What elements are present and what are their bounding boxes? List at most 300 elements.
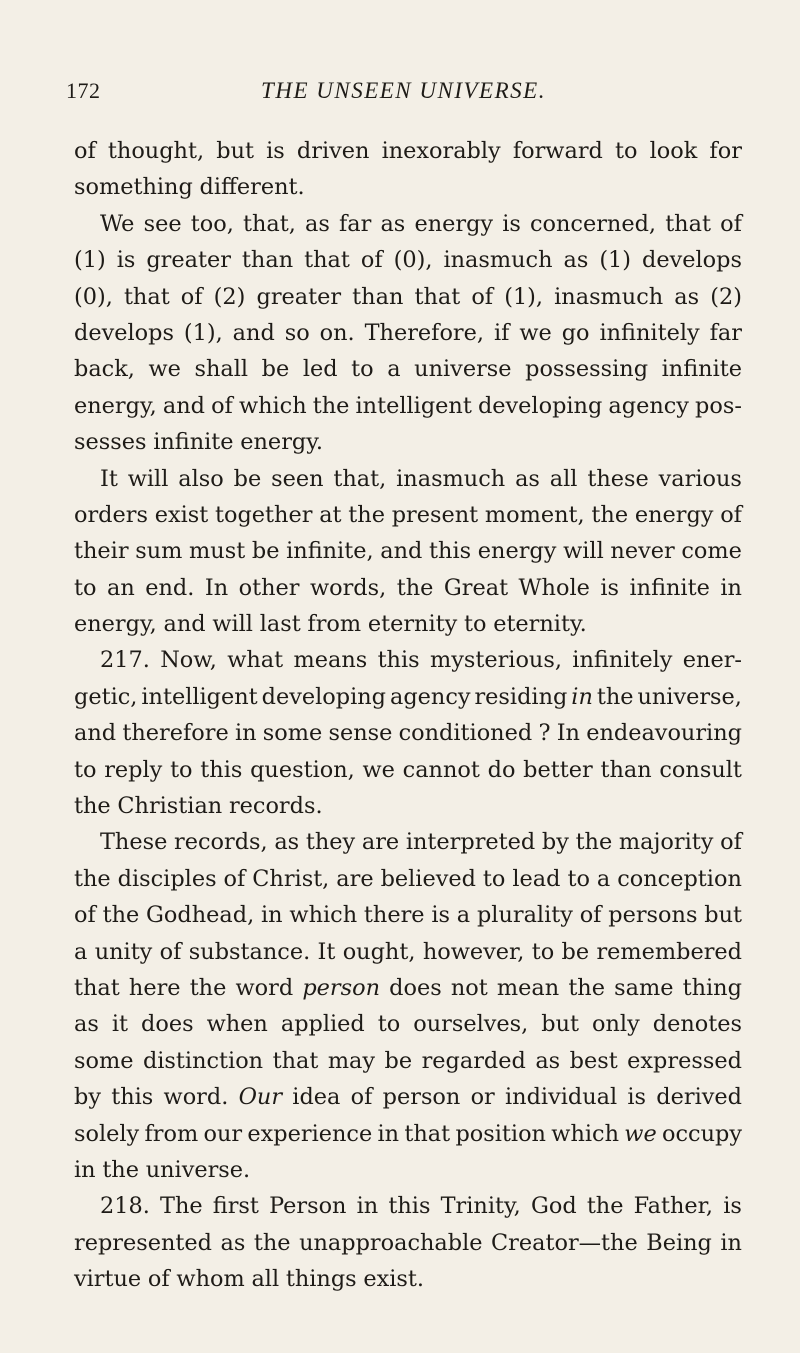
word: energy. — [240, 429, 324, 456]
word: 218. — [100, 1193, 150, 1220]
word: is — [266, 138, 285, 164]
word: infinite, — [286, 538, 374, 565]
word: if — [493, 319, 510, 346]
word: unity — [94, 938, 153, 965]
word: (1) — [599, 247, 632, 274]
word: by — [541, 829, 569, 856]
word: together — [215, 501, 313, 528]
word: as — [274, 829, 300, 856]
word: energy — [477, 538, 557, 565]
word: universe, — [637, 683, 742, 710]
word: a — [456, 902, 471, 929]
word: these — [587, 465, 649, 492]
text-line — [74, 1266, 742, 1302]
word: residing — [474, 683, 568, 710]
word: as — [74, 1011, 99, 1038]
word: all — [549, 465, 578, 492]
word: records. — [228, 793, 323, 820]
word: in — [720, 1229, 742, 1256]
word: inexorably — [381, 138, 501, 164]
word: we — [148, 356, 181, 383]
word: come — [681, 538, 742, 565]
word: that — [74, 974, 120, 1001]
text-line — [74, 356, 742, 392]
word: they — [305, 829, 356, 856]
running-title: THE UNSEEN UNIVERSE. — [261, 78, 546, 103]
word: first — [212, 1193, 259, 1220]
word: of — [159, 938, 182, 965]
word: from — [307, 611, 362, 638]
word: sense — [328, 720, 393, 747]
text-line — [74, 1230, 742, 1266]
word: universe. — [145, 1156, 251, 1183]
word: too, — [190, 210, 234, 237]
word: the — [189, 974, 227, 1001]
word: is — [627, 1084, 647, 1111]
word: our — [203, 1120, 243, 1147]
word: are — [336, 865, 374, 892]
word: as — [563, 247, 589, 274]
word: inasmuch — [554, 283, 664, 310]
word: and — [380, 538, 423, 565]
word: disciples — [117, 865, 217, 892]
word: Therefore, — [364, 319, 485, 346]
word: moment, — [484, 501, 585, 528]
word: may — [327, 1047, 376, 1074]
word: is — [431, 902, 450, 929]
word: sesses — [74, 429, 147, 456]
word: last — [259, 611, 301, 638]
word: that, — [333, 465, 387, 492]
word: what — [227, 647, 284, 674]
text-line — [74, 1193, 742, 1229]
word: Whole — [518, 574, 590, 601]
word: as — [380, 210, 406, 237]
word: shall — [194, 356, 249, 383]
word: the — [591, 501, 629, 528]
word: things — [285, 1266, 357, 1293]
word: far — [709, 319, 742, 346]
word: the — [575, 829, 613, 856]
word: the — [102, 902, 140, 929]
word: not — [450, 974, 488, 1001]
word: therefore — [122, 720, 229, 747]
word: ought, — [342, 938, 416, 965]
word: inasmuch — [443, 247, 553, 274]
word: of — [720, 210, 742, 237]
word: denotes — [652, 1011, 742, 1038]
word: in — [74, 1156, 96, 1183]
word: developing — [261, 683, 387, 710]
word: and — [74, 720, 117, 747]
word: ? — [538, 720, 551, 747]
word: of — [471, 283, 494, 310]
word: however, — [422, 938, 525, 965]
word: mean — [496, 974, 560, 1001]
word: agency — [389, 683, 471, 710]
word: represented — [74, 1229, 212, 1256]
word: of — [147, 1266, 170, 1293]
word: of — [720, 501, 742, 528]
word: this — [388, 1193, 431, 1220]
word: as — [535, 1047, 561, 1074]
word: distinction — [142, 1047, 264, 1074]
word: it — [111, 1011, 129, 1038]
word: thought, — [107, 138, 205, 164]
word: The — [160, 1193, 203, 1220]
word: In — [556, 720, 580, 747]
text-line — [74, 866, 742, 902]
text-line — [74, 720, 742, 756]
word: energy — [414, 210, 494, 237]
word: an — [106, 574, 135, 601]
word: at — [319, 501, 342, 528]
word: driven — [296, 138, 370, 164]
word: will — [127, 465, 169, 492]
word: person — [302, 974, 381, 1001]
word: inasmuch — [396, 465, 506, 492]
word: energy, — [74, 392, 157, 419]
word: consult — [659, 756, 742, 783]
word: to — [170, 756, 193, 783]
word: the — [568, 974, 605, 1001]
word: that — [272, 1047, 319, 1074]
text-line — [74, 211, 742, 247]
word: a — [387, 356, 401, 383]
page-number: 172 — [66, 78, 101, 103]
word: to — [531, 938, 555, 965]
word: that — [304, 247, 350, 274]
word: develops — [74, 319, 174, 346]
word: there — [363, 902, 425, 929]
word: we — [362, 756, 395, 783]
word: of — [211, 392, 233, 419]
word: the — [253, 1229, 291, 1256]
word: be — [261, 356, 290, 383]
word: infinite — [153, 429, 234, 456]
word: to — [482, 865, 506, 892]
word: 217. — [100, 647, 150, 674]
word: energy — [634, 501, 714, 528]
word: a — [596, 865, 611, 892]
text-line — [74, 1048, 742, 1084]
word: the — [312, 392, 350, 419]
word: different. — [199, 174, 305, 201]
word: be — [561, 938, 590, 965]
word: in — [261, 902, 283, 929]
word: seen — [271, 465, 324, 492]
word: their — [74, 538, 129, 565]
word: sum — [135, 538, 183, 565]
word: infinite — [661, 356, 742, 383]
word: the — [348, 501, 385, 528]
word: but — [704, 902, 742, 929]
word: We — [100, 210, 135, 237]
word: endeavouring — [586, 720, 742, 747]
word: infinite — [629, 574, 710, 601]
word: as — [674, 283, 700, 310]
word: question, — [250, 756, 355, 783]
word: Great — [443, 574, 509, 601]
word: conception — [617, 865, 742, 892]
word: some — [74, 1047, 134, 1074]
text-line — [74, 647, 742, 683]
word: (0), — [393, 247, 433, 274]
word: so — [284, 319, 310, 346]
word: greater — [256, 283, 342, 310]
word: end. — [145, 574, 195, 601]
word: to — [567, 865, 590, 892]
text-line — [74, 174, 742, 210]
word: in — [356, 1193, 379, 1220]
word: exist — [154, 501, 209, 528]
word: These — [100, 829, 168, 856]
word: idea — [292, 1084, 341, 1111]
word: experience — [247, 1120, 373, 1147]
word: Godhead, — [146, 902, 255, 929]
word: that — [404, 1120, 451, 1147]
word: Being — [646, 1229, 712, 1256]
word: intelligent — [141, 683, 258, 710]
word: energy, — [74, 611, 157, 638]
word: records, — [174, 829, 268, 856]
word: be — [251, 538, 280, 565]
word: but — [216, 138, 254, 164]
word: when — [206, 1011, 268, 1038]
word: reply — [104, 756, 163, 783]
word: virtue — [74, 1266, 142, 1293]
word: interpreted — [405, 829, 536, 856]
word: never — [610, 538, 675, 565]
text-line — [74, 393, 742, 429]
word: whom — [176, 1266, 245, 1293]
word: as — [220, 1229, 246, 1256]
word: the — [396, 574, 434, 601]
word: expressed — [627, 1047, 742, 1074]
word: and — [162, 392, 205, 419]
word: (1) — [74, 247, 106, 274]
word: that, — [242, 210, 296, 237]
text-line — [74, 247, 742, 283]
word: thing — [682, 974, 742, 1001]
text-line — [74, 939, 742, 975]
word: and — [232, 319, 275, 346]
text-line — [74, 975, 742, 1011]
word: substance. — [188, 938, 311, 965]
text-line — [74, 138, 742, 174]
word: far — [338, 210, 372, 237]
word: must — [189, 538, 246, 565]
word: to — [74, 756, 97, 783]
word: which — [551, 1120, 619, 1147]
word: and — [163, 611, 206, 638]
word: plurality — [476, 902, 573, 929]
word: Christ, — [252, 865, 330, 892]
word: than — [241, 247, 294, 274]
word: developing — [477, 392, 603, 419]
word: (0), — [74, 283, 113, 310]
word: but — [541, 1011, 580, 1038]
word: do — [487, 756, 516, 783]
word: by — [74, 1084, 101, 1111]
word: eternity — [367, 611, 458, 638]
word: It — [100, 465, 118, 492]
word: see — [143, 210, 182, 237]
word: look — [649, 138, 698, 164]
word: Now, — [160, 647, 217, 674]
text-line — [74, 320, 742, 356]
word: this — [429, 538, 472, 565]
text-line — [74, 502, 742, 538]
word: all — [251, 1266, 280, 1293]
word: Christian — [117, 793, 223, 820]
body-text — [74, 138, 742, 1303]
word: agency — [608, 392, 689, 419]
word: some — [262, 720, 323, 747]
word: possessing — [525, 356, 649, 383]
text-line — [74, 575, 742, 611]
word: Father, — [633, 1193, 714, 1220]
word: here — [128, 974, 181, 1001]
word: we — [624, 1120, 657, 1147]
word: position — [455, 1120, 546, 1147]
word: pos- — [695, 392, 742, 419]
word: the — [596, 683, 634, 710]
word: getic, — [74, 683, 138, 710]
text-line — [74, 1011, 742, 1047]
word: will — [212, 611, 253, 638]
word: to — [377, 1011, 401, 1038]
word: be — [384, 1047, 413, 1074]
word: present — [391, 501, 479, 528]
word: Trinity, — [440, 1193, 521, 1220]
word: of — [720, 829, 742, 856]
text-line — [74, 757, 742, 793]
word: does — [141, 1011, 194, 1038]
word: infinitely — [599, 319, 700, 346]
word: of — [223, 865, 246, 892]
word: cannot — [402, 756, 480, 783]
word: infinitely — [572, 647, 673, 674]
word: orders — [74, 501, 148, 528]
word: lead — [512, 865, 561, 892]
word: better — [523, 756, 593, 783]
word: ourselves, — [413, 1011, 529, 1038]
word: led — [302, 356, 338, 383]
word: regarded — [421, 1047, 526, 1074]
word: will — [563, 538, 604, 565]
word: same — [614, 974, 674, 1001]
word: to — [74, 574, 97, 601]
text-line — [74, 611, 742, 647]
word: on. — [319, 319, 355, 346]
word: Person — [269, 1193, 347, 1220]
text-line — [74, 1084, 742, 1120]
word: exist. — [363, 1266, 425, 1293]
word: as — [304, 210, 330, 237]
word: that — [414, 283, 461, 310]
word: a — [74, 938, 88, 965]
word: is — [723, 1193, 742, 1220]
word: remembered — [596, 938, 742, 965]
word: that — [123, 283, 170, 310]
word: (2) — [710, 283, 742, 310]
word: of — [350, 1084, 373, 1111]
word: the — [586, 1193, 624, 1220]
word: believed — [380, 865, 476, 892]
word: unapproachable — [299, 1229, 483, 1256]
word: the — [102, 1156, 139, 1183]
word: are — [361, 829, 400, 856]
word: the — [74, 865, 111, 892]
word: words, — [309, 574, 387, 601]
text-line — [74, 1157, 742, 1193]
word: which — [289, 902, 358, 929]
word: other — [238, 574, 300, 601]
word: word — [235, 974, 294, 1001]
word: be — [233, 465, 262, 492]
word: something — [74, 174, 193, 201]
word: as — [515, 465, 540, 492]
word: from — [144, 1120, 199, 1147]
word: this — [200, 756, 243, 783]
word: to — [351, 356, 374, 383]
word: It — [317, 938, 336, 965]
word: in — [234, 720, 257, 747]
word: individual — [505, 1084, 618, 1111]
word: this — [377, 647, 420, 674]
word: only — [592, 1011, 640, 1038]
text-line — [74, 429, 742, 465]
word: this — [111, 1084, 154, 1111]
text-line — [74, 793, 742, 829]
text-line — [74, 1121, 742, 1157]
word: in — [377, 1120, 400, 1147]
word: is — [116, 247, 136, 274]
word: word. — [163, 1084, 229, 1111]
word: conditioned — [398, 720, 533, 747]
word: (1), — [504, 283, 544, 310]
word: go — [561, 319, 590, 346]
word: of — [180, 283, 203, 310]
word: universe — [414, 356, 512, 383]
word: majority — [618, 829, 714, 856]
word: of — [579, 902, 602, 929]
word: Creator—the — [491, 1229, 638, 1256]
word: or — [470, 1084, 495, 1111]
word: in — [571, 683, 593, 710]
word: we — [519, 319, 552, 346]
word: mysterious, — [429, 647, 562, 674]
word: the — [74, 793, 111, 820]
word: solely — [74, 1120, 140, 1147]
word: than — [352, 283, 404, 310]
word: for — [709, 138, 742, 164]
word: person — [382, 1084, 461, 1111]
word: intelligent — [355, 392, 472, 419]
word: ener- — [682, 647, 742, 674]
word: of — [74, 138, 96, 164]
word: in — [720, 574, 742, 601]
word: of — [360, 247, 383, 274]
word: occupy — [662, 1120, 742, 1147]
word: God — [530, 1193, 577, 1220]
text-line — [74, 902, 742, 938]
word: applied — [280, 1011, 365, 1038]
word: greater — [146, 247, 231, 274]
word: to — [463, 611, 487, 638]
word: that — [665, 210, 711, 237]
